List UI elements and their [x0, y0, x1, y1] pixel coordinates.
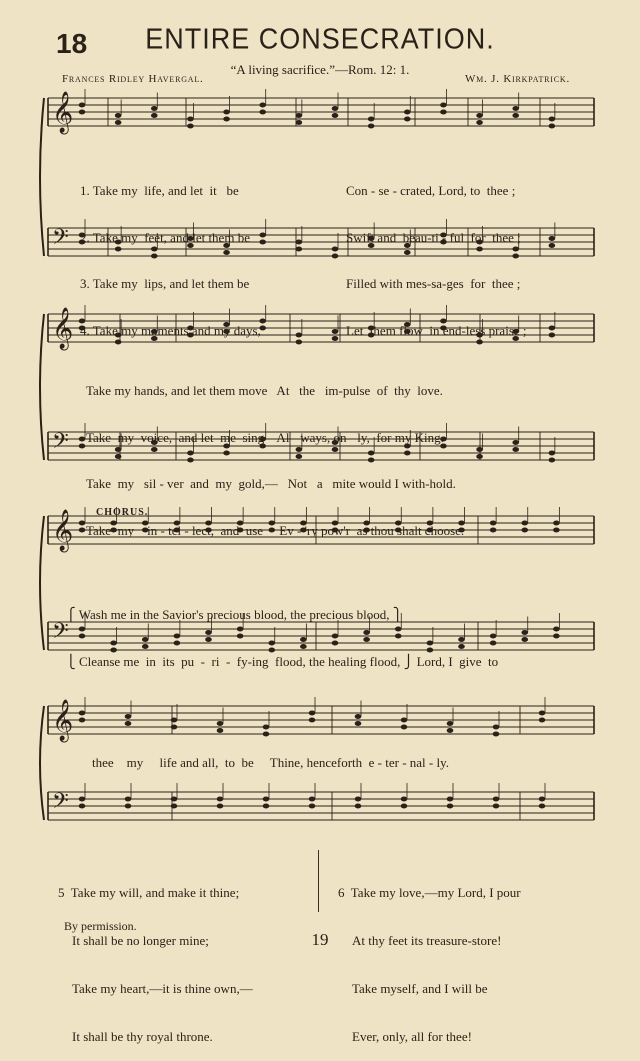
chorus-line-2: ⎩ Cleanse me in its pu - ri - fy-ing flood, the healing flood, ⎭ Lord, I give to [66, 653, 499, 669]
bass-note [521, 630, 528, 635]
lyric-line: 3. Take my lips, and let them be [80, 276, 250, 291]
treble-note [355, 714, 362, 719]
treble-note [79, 103, 86, 108]
bass-note [447, 797, 454, 802]
treble-note [309, 711, 316, 716]
verse-line: It shall be thy royal throne. [72, 1029, 213, 1044]
verse-6 [338, 853, 521, 1061]
bass-note [355, 804, 362, 809]
bass-note [549, 451, 556, 456]
lyric-line: Take my in - tel - lect, and use Ev - 'ry pow'r as thou shalt choose. [86, 522, 465, 538]
verse-line: 6 Take my love,—my Lord, I pour [338, 885, 521, 900]
treble-note [115, 113, 122, 118]
permission-note: By permission. [64, 919, 137, 933]
treble-note [549, 333, 556, 338]
treble-note [476, 120, 483, 125]
bass-note [79, 444, 86, 449]
bass-note [512, 447, 519, 452]
treble-note [355, 721, 362, 726]
treble-note [263, 725, 270, 730]
treble-note [296, 340, 303, 345]
lyric-line: 4. Take my moments and my days, [80, 322, 261, 338]
treble-note [332, 329, 339, 334]
bass-note [309, 804, 316, 809]
treble-note [125, 721, 132, 726]
verse-lyrics-system2 [86, 352, 464, 554]
bass-clef-icon: 𝄢 [52, 429, 69, 459]
lyric-line: Take my hands, and let them move At the im-pulse of thy love. [86, 383, 443, 398]
bass-note [263, 797, 270, 802]
lyric-line: 1. Take my life, and let it be [80, 183, 239, 198]
treble-note [187, 117, 194, 122]
treble-note [79, 110, 86, 115]
bass-clef-icon: 𝄢 [52, 225, 69, 255]
treble-note [401, 725, 408, 730]
lyric-line: Swift and beau-ti - ful for thee ; [346, 229, 521, 245]
treble-clef-icon: 𝄞 [52, 700, 74, 741]
treble-note [490, 528, 497, 533]
verse-line: At thy feet its treasure-store! [352, 933, 502, 948]
treble-note [521, 521, 528, 526]
treble-note [332, 106, 339, 111]
treble-note [440, 110, 447, 115]
epigraph: “A living sacrifice.”—Rom. 12: 1. [230, 62, 410, 77]
treble-note [259, 110, 266, 115]
treble-note [151, 113, 158, 118]
bass-note [296, 247, 303, 252]
bass-note [171, 804, 178, 809]
bass-note [401, 804, 408, 809]
treble-note [447, 721, 454, 726]
bass-note [171, 797, 178, 802]
bass-note [553, 627, 560, 632]
bass-note [125, 804, 132, 809]
bass-note [549, 236, 556, 241]
bass-note [355, 797, 362, 802]
treble-note [125, 714, 132, 719]
hymn-number: 18 [56, 28, 88, 59]
lyric-line: Take my sil - ver and my gold,— Not a mite would I with-hold. [86, 476, 456, 491]
bass-note [493, 804, 500, 809]
bass-note [549, 243, 556, 248]
system-brace [40, 314, 44, 460]
treble-note [296, 333, 303, 338]
treble-note [217, 721, 224, 726]
treble-note [296, 120, 303, 125]
treble-note [332, 113, 339, 118]
treble-note [171, 725, 178, 730]
treble-note [553, 521, 560, 526]
treble-note [447, 728, 454, 733]
bass-note [217, 804, 224, 809]
treble-note [263, 732, 270, 737]
treble-note [553, 528, 560, 533]
treble-note [223, 110, 230, 115]
treble-note [259, 103, 266, 108]
bass-note [79, 797, 86, 802]
bass-note [512, 440, 519, 445]
treble-note [549, 326, 556, 331]
treble-note [512, 106, 519, 111]
treble-note [151, 106, 158, 111]
system-brace [40, 98, 44, 256]
chorus-label: CHORUS. [96, 507, 149, 518]
bass-clef-icon: 𝄢 [52, 619, 69, 649]
treble-note [309, 718, 316, 723]
treble-note [79, 521, 86, 526]
treble-note [187, 124, 194, 129]
verse-line: 5 Take my will, and make it thine; [58, 885, 240, 900]
bass-note [79, 437, 86, 442]
chorus-line-1: ⎧ Wash me in the Savior's precious blood, the precious blood, ⎫ [66, 607, 403, 622]
treble-note [493, 732, 500, 737]
treble-note [493, 725, 500, 730]
system-brace [40, 706, 44, 820]
treble-note [171, 718, 178, 723]
bass-note [553, 634, 560, 639]
treble-note [79, 711, 86, 716]
bass-note [447, 804, 454, 809]
page-number: 19 [311, 930, 329, 949]
bass-note [332, 254, 339, 259]
chorus-lyrics [66, 576, 498, 685]
composer-credit: Wm. J. Kirkpatrick. [464, 73, 570, 85]
treble-note [296, 113, 303, 118]
treble-note [332, 336, 339, 341]
treble-note [539, 718, 546, 723]
bass-note [296, 240, 303, 245]
treble-note [79, 528, 86, 533]
treble-note [115, 120, 122, 125]
treble-clef-icon: 𝄞 [52, 92, 74, 133]
verse-line: Ever, only, all for thee! [352, 1029, 472, 1044]
treble-note [404, 110, 411, 115]
bass-clef-icon: 𝄢 [52, 789, 69, 819]
bass-note [125, 797, 132, 802]
verse-divider [318, 850, 319, 912]
treble-note [539, 711, 546, 716]
verse-lyrics-left [80, 152, 261, 354]
treble-note [368, 124, 375, 129]
treble-note [440, 103, 447, 108]
verse-lyrics-right [346, 152, 527, 354]
treble-note [521, 528, 528, 533]
bass-note [401, 797, 408, 802]
lyric-line: Filled with mes-sa-ges for thee ; [346, 276, 521, 291]
verse-line: Take my heart,—it is thine own,— [72, 981, 253, 996]
treble-note [79, 718, 86, 723]
lyric-line: Take my voice, and let me sing Al - ways, on - ly, for my King. [86, 429, 444, 445]
treble-note [404, 117, 411, 122]
treble-note [490, 521, 497, 526]
bass-note [493, 797, 500, 802]
bass-note [332, 247, 339, 252]
treble-note [217, 728, 224, 733]
author-credit: Frances Ridley Havergal. [62, 73, 204, 85]
verse-line: It shall be no longer mine; [72, 933, 209, 948]
treble-clef-icon: 𝄞 [52, 308, 74, 349]
bass-note [539, 804, 546, 809]
verse-line: Take myself, and I will be [352, 981, 488, 996]
bass-note [549, 458, 556, 463]
treble-note [512, 113, 519, 118]
bass-note [476, 447, 483, 452]
bass-note [476, 454, 483, 459]
bass-note [539, 797, 546, 802]
bass-note [309, 797, 316, 802]
treble-clef-icon: 𝄞 [52, 510, 74, 551]
treble-staff [48, 98, 594, 126]
hymn-title: ENTIRE CONSECRATION. [145, 23, 495, 55]
treble-note [549, 124, 556, 129]
bass-note [79, 804, 86, 809]
treble-note [401, 718, 408, 723]
treble-note [549, 117, 556, 122]
treble-note [368, 117, 375, 122]
bass-note [521, 637, 528, 642]
final-lyrics: thee my life and all, to be Thine, henceforth e - ter - nal - ly. [92, 755, 450, 770]
treble-staff [48, 706, 594, 734]
lyric-line: Let them flow in end-less praise ; [346, 322, 527, 338]
lyric-line: 2. Take my feet, and let them be [80, 229, 250, 245]
verse-5 [58, 853, 253, 1061]
system-brace [40, 516, 44, 650]
bass-note [217, 797, 224, 802]
treble-note [223, 117, 230, 122]
bass-note [263, 804, 270, 809]
lyric-line: Con - se - crated, Lord, to thee ; [346, 183, 516, 198]
treble-note [476, 113, 483, 118]
